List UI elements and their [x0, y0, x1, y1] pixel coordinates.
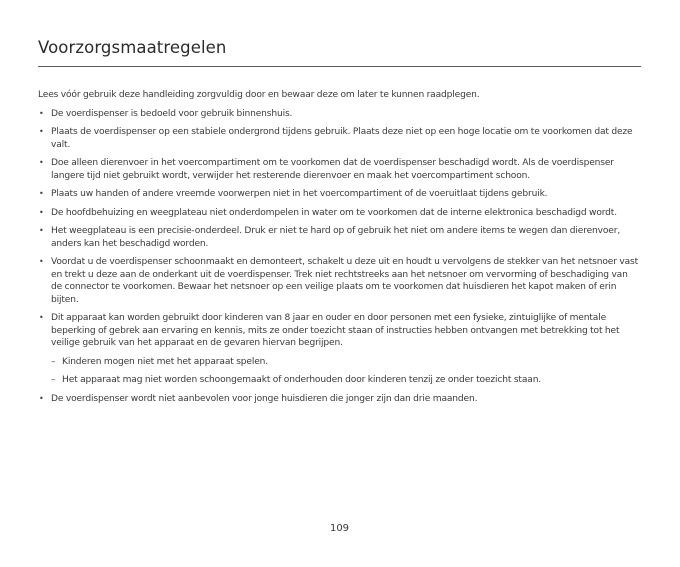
list-item: • De hoofdbehuizing en weegplateau niet onderdompelen in water om te voorkomen dat de interne elektronica beschadigd wordt. — [38, 207, 641, 220]
intro-paragraph: Lees vóór gebruik deze handleiding zorgvuldig door en bewaar deze om later te kunnen raadplegen. — [38, 90, 480, 100]
children-sub-list — [51, 356, 641, 387]
list-item: • Plaats de voerdispenser op een stabiele ondergrond tijdens gebruik. Plaats deze niet op een hoge locatie om te voorkomen dat deze valt. — [38, 126, 641, 151]
list-item: • De voerdispenser is bedoeld voor gebruik binnenshuis. — [38, 108, 641, 121]
page-title: Voorzorgsmaatregelen — [38, 38, 227, 57]
precautions-list — [38, 108, 641, 406]
list-item: • Het weegplateau is een precisie-onderdeel. Druk er niet te hard op of gebruik het niet om andere items te wegen dan dierenvoer, anders kan het beschadigd worden. — [38, 225, 641, 250]
sub-list-item: – Kinderen mogen niet met het apparaat spelen. — [51, 356, 641, 369]
page-number: 109 — [329, 523, 350, 534]
sub-list-item: – Het apparaat mag niet worden schoongemaakt of onderhouden door kinderen tenzij ze onder toezicht staan. — [51, 374, 641, 387]
list-item: • Voordat u de voerdispenser schoonmaakt en demonteert, schakelt u deze uit en houdt u vervolgens de stekker van het netsnoer vast en trekt u deze aan de onderkant uit de voerdispenser. Trek niet rechtstreeks aan het netsnoer om vervorming of beschadiging van de connector te voorkomen. Bewaar het netsnoer op een veilige plaats om te voorkomen dat huisdieren het kapot maken of erin bijten. — [38, 256, 641, 306]
precautions-content — [38, 89, 641, 411]
list-item-text: Dit apparaat kan worden gebruikt door kinderen van 8 jaar en ouder en door personen met een fysieke, zintuiglijke of mentale beperking of gebrek aan ervaring en kennis, mits ze onder toezicht staan of instructies hebben ontvangen met betrekking tot het veilige gebruik van het apparaat en de gevaren hiervan begrijpen. — [51, 313, 620, 348]
list-item: • Doe alleen dierenvoer in het voercompartiment om te voorkomen dat de voerdispenser beschadigd wordt. Als de voerdispenser langere tijd niet gebruikt wordt, verwijder het resterende dierenvoer en maak het voercompartiment schoon. — [38, 157, 641, 182]
title-divider — [38, 66, 641, 67]
manual-page — [38, 0, 641, 567]
list-item: • Plaats uw handen of andere vreemde voorwerpen niet in het voercompartiment of de voeruitlaat tijdens gebruik. — [38, 188, 641, 201]
list-item — [38, 312, 641, 387]
list-item: • De voerdispenser wordt niet aanbevolen voor jonge huisdieren die jonger zijn dan drie maanden. — [38, 393, 641, 406]
